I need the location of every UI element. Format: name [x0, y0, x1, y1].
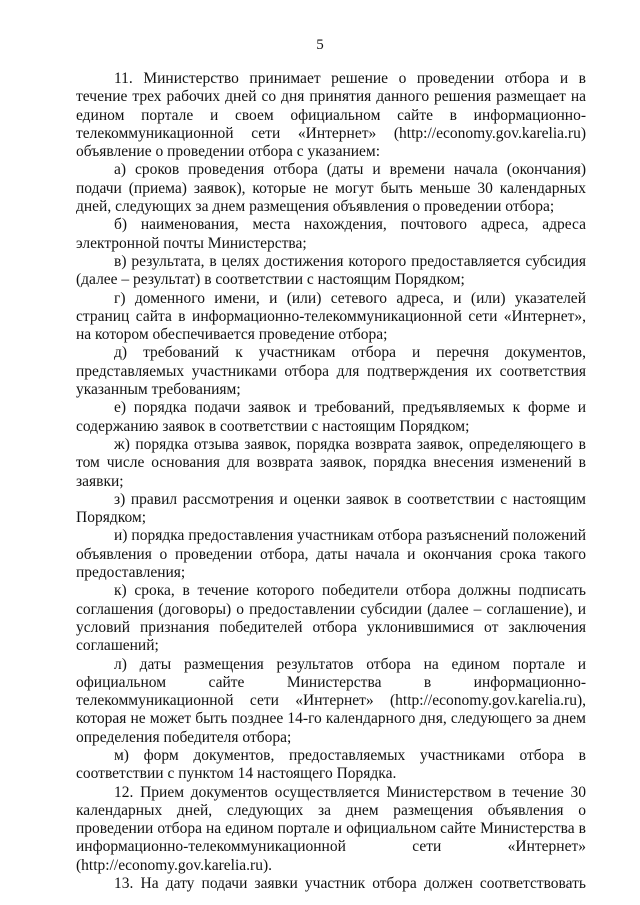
- document-paragraph: з) правил рассмотрения и оценки заявок в соответствии с настоящим Порядком;: [76, 490, 586, 527]
- document-body: [76, 70, 586, 893]
- document-paragraph: е) порядка подачи заявок и требований, предъявляемых к форме и содержанию заявок в соответствии с настоящим Порядком;: [76, 399, 586, 435]
- document-paragraph: к) срока, в течение которого победители отбора должны подписать соглашения (договоры) о предоставлении субсидии (далее – соглашение), и условий признания победителей отбора уклонившимися от заключения соглашений;: [76, 582, 586, 655]
- document-paragraph: м) форм документов, предоставляемых участниками отбора в соответствии с пунктом 14 настоящего Порядка.: [76, 746, 586, 783]
- document-paragraph: и) порядка предоставления участникам отбора разъяснений положений объявления о проведении отбора, даты начала и окончания срока такого предоставления;: [76, 527, 586, 582]
- document-paragraph: 11. Министерство принимает решение о проведении отбора и в течение трех рабочих дней со дня принятия данного решения размещает на едином портале и своем официальном сайте в информационно-телекоммуникационной сети «Интернет» (http://economy.gov.karelia.ru) объявление о проведении отбора с указанием:: [76, 70, 586, 161]
- document-paragraph: д) требований к участникам отбора и перечня документов, представляемых участниками отбора для подтверждения их соответствия указанным требованиям;: [76, 344, 586, 399]
- document-paragraph: г) доменного имени, и (или) сетевого адреса, и (или) указателей страниц сайта в информационно-телекоммуникационной сети «Интернет», на котором обеспечивается проведение отбора;: [76, 289, 586, 344]
- document-paragraph: ж) порядка отзыва заявок, порядка возврата заявок, определяющего в том числе основания для возврата заявок, порядка внесения изменений в заявки;: [76, 435, 586, 490]
- document-paragraph: 13. На дату подачи заявки участник отбора должен соответствовать: [114, 875, 586, 893]
- document-paragraph: б) наименования, места нахождения, почтового адреса, адреса электронной почты Министерства;: [76, 216, 586, 252]
- page-number: 5: [316, 37, 324, 53]
- document-paragraph: л) даты размещения результатов отбора на едином портале и официальном сайте Министерства в информационно-телекоммуникационной сети «Интернет» (http://economy.gov.karelia.ru), которая не может быть позднее 14-го календарного дня, следующего за днем определения победителя отбора;: [76, 655, 586, 746]
- document-paragraph: а) сроков проведения отбора (даты и времени начала (окончания) подачи (приема) заявок), которые не могут быть меньше 30 календарных дней, следующих за днем размещения объявления о проведении отбора;: [76, 161, 586, 216]
- document-paragraph: в) результата, в целях достижения которого предоставляется субсидия (далее – результат) в соответствии с настоящим Порядком;: [76, 252, 586, 289]
- document-paragraph: 12. Прием документов осуществляется Министерством в течение 30 календарных дней, следующих за днем размещения объявления о проведении отбора на едином портале и официальном сайте Министерства в информационно-телекоммуникационной сети «Интернет» (http://economy.gov.karelia.ru).: [76, 783, 586, 874]
